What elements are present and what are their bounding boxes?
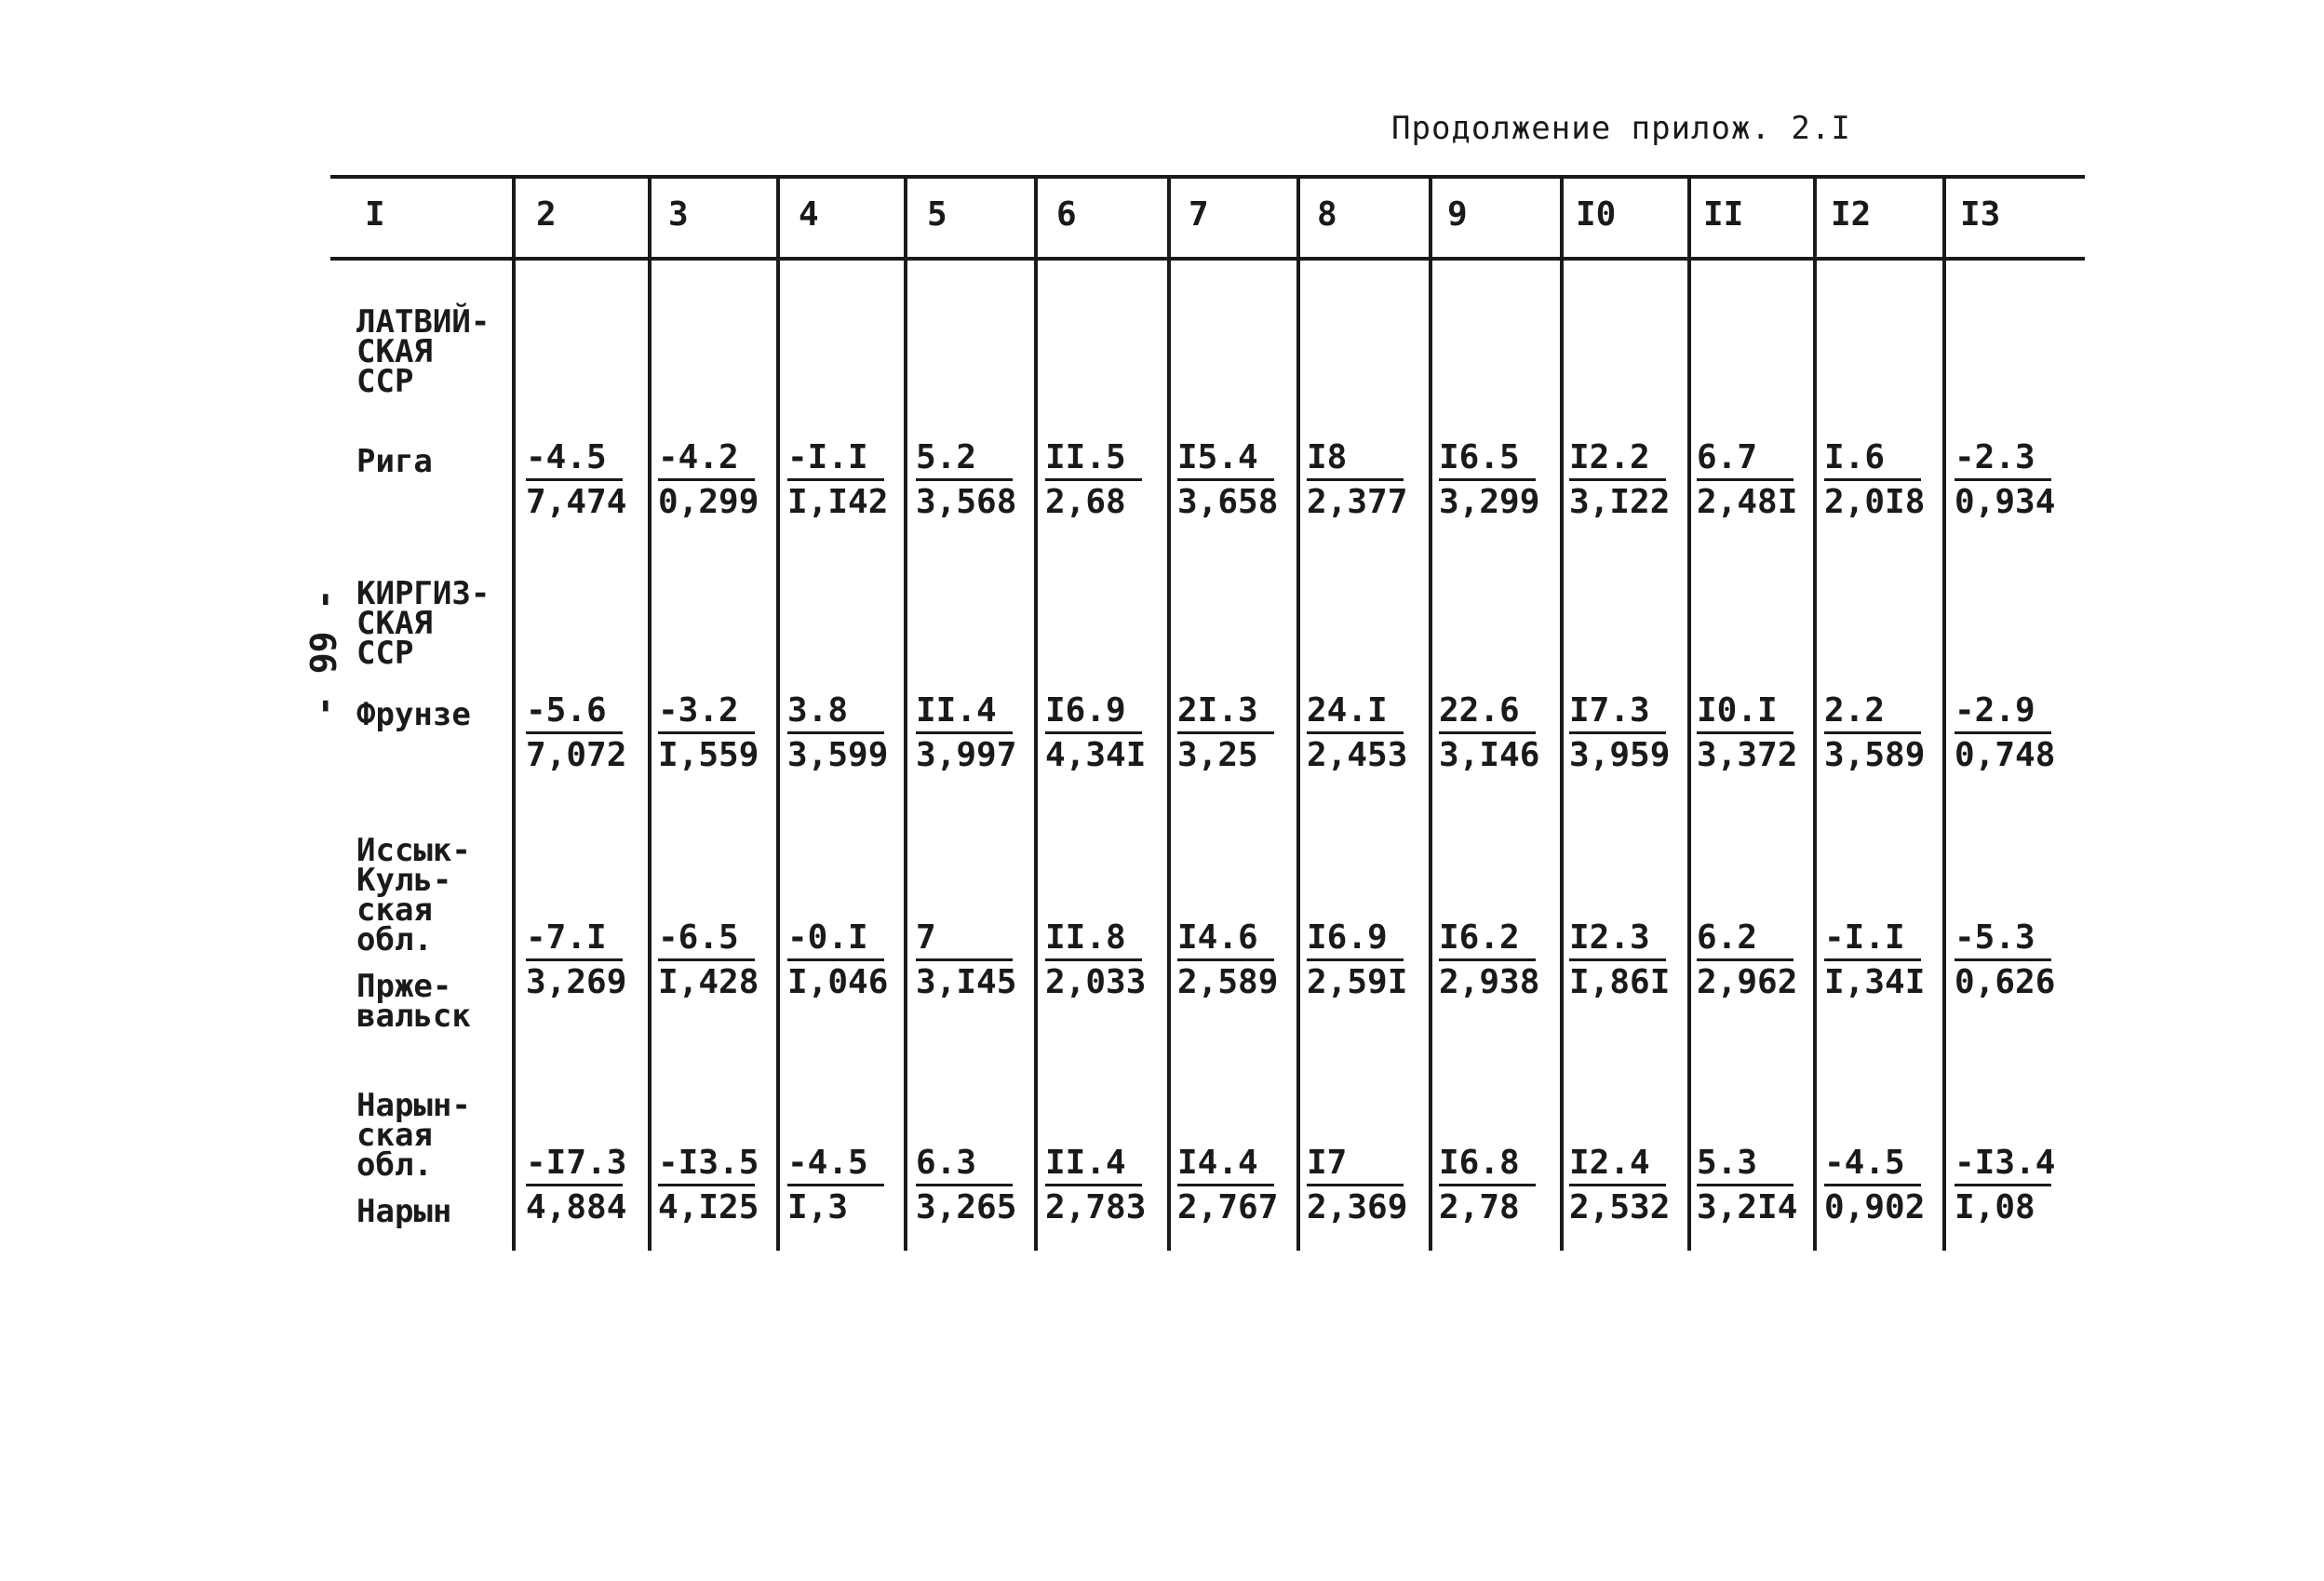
cell-bottom-value: I,08: [1955, 1188, 2035, 1226]
cell-bottom-value: 2,78: [1439, 1188, 1520, 1226]
cell-bottom-value: I,559: [658, 736, 759, 774]
table-cell: [1307, 1143, 1430, 1229]
city-label: Фрунзе: [356, 696, 471, 733]
cell-bottom-value: 0,902: [1824, 1188, 1926, 1226]
table-cell: [1824, 690, 1947, 777]
cell-bottom-value: 2,59I: [1307, 963, 1408, 1001]
cell-bottom-value: I,428: [658, 963, 759, 1001]
cell-bottom-value: 3,I45: [916, 963, 1017, 1001]
table-cell: [787, 690, 910, 777]
cell-top-value: -7.I: [526, 918, 623, 961]
cell-top-value: I6.5: [1439, 437, 1536, 481]
column-header: I3: [1960, 195, 2001, 234]
cell-top-value: -I3.5: [658, 1143, 755, 1186]
column-header: 7: [1189, 195, 1209, 234]
cell-bottom-value: 7,072: [526, 736, 627, 774]
cell-top-value: II.8: [1045, 918, 1142, 961]
cell-top-value: -I7.3: [526, 1143, 623, 1186]
cell-top-value: 22.6: [1439, 690, 1536, 734]
cell-top-value: I2.2: [1569, 437, 1666, 481]
column-header: 5: [927, 195, 947, 234]
cell-bottom-value: 2,532: [1569, 1188, 1671, 1226]
column-header: II: [1703, 195, 1744, 234]
table-cell: [1955, 918, 2077, 1004]
cell-bottom-value: 0,626: [1955, 963, 2056, 1001]
cell-bottom-value: 3,2I4: [1697, 1188, 1798, 1226]
table-cell: [1697, 437, 1820, 524]
cell-top-value: -0.I: [787, 918, 884, 961]
table-cell: [916, 690, 1039, 777]
cell-bottom-value: I,I42: [787, 483, 889, 521]
cell-bottom-value: 3,658: [1177, 483, 1279, 521]
cell-bottom-value: 2,783: [1045, 1188, 1147, 1226]
table-cell: [1955, 1143, 2077, 1229]
table-cell: [1697, 1143, 1820, 1229]
table-cell: [1569, 690, 1692, 777]
cell-bottom-value: 2,589: [1177, 963, 1279, 1001]
cell-top-value: 5.3: [1697, 1143, 1793, 1186]
cell-top-value: -4.5: [1824, 1143, 1921, 1186]
cell-bottom-value: 2,48I: [1697, 483, 1798, 521]
table-cell: [1177, 437, 1300, 524]
table-top-rule: [330, 175, 2085, 179]
cell-top-value: -I3.4: [1955, 1143, 2051, 1186]
cell-top-value: 6.7: [1697, 437, 1793, 481]
cell-bottom-value: 3,568: [916, 483, 1017, 521]
cell-bottom-value: 2,033: [1045, 963, 1147, 1001]
region-label: КИРГИЗ- СКАЯ ССР: [356, 575, 490, 672]
table-cell: [1955, 690, 2077, 777]
table-cell: [526, 437, 649, 524]
cell-bottom-value: 2,767: [1177, 1188, 1279, 1226]
table-cell: [658, 1143, 781, 1229]
cell-bottom-value: 2,377: [1307, 483, 1408, 521]
table-cell: [526, 918, 649, 1004]
cell-top-value: -4.2: [658, 437, 755, 481]
cell-top-value: 3.8: [787, 690, 884, 734]
cell-top-value: I.6: [1824, 437, 1921, 481]
cell-bottom-value: 2,0I8: [1824, 483, 1926, 521]
table-caption: Продолжение прилож. 2.I: [1391, 110, 1851, 147]
table-cell: [787, 437, 910, 524]
table-cell: [1177, 690, 1300, 777]
table-cell: [1439, 437, 1562, 524]
table-cell: [1824, 437, 1947, 524]
table-cell: [1045, 918, 1168, 1004]
city-label: Нарын: [356, 1193, 452, 1230]
column-header: 4: [799, 195, 819, 234]
cell-top-value: I6.9: [1307, 918, 1404, 961]
cell-top-value: -4.5: [787, 1143, 884, 1186]
column-divider: [512, 175, 516, 1251]
cell-top-value: -5.6: [526, 690, 623, 734]
column-header: 8: [1317, 195, 1337, 234]
table-cell: [1955, 437, 2077, 524]
region-label: Нарын- ская обл.: [356, 1087, 471, 1184]
cell-top-value: 6.3: [916, 1143, 1013, 1186]
table-cell: [916, 918, 1039, 1004]
table-cell: [658, 437, 781, 524]
cell-bottom-value: 3,265: [916, 1188, 1017, 1226]
cell-top-value: -I.I: [787, 437, 884, 481]
cell-top-value: 2.2: [1824, 690, 1921, 734]
city-label: Прже- вальск: [356, 968, 471, 1035]
cell-top-value: 6.2: [1697, 918, 1793, 961]
table-cell: [787, 918, 910, 1004]
cell-bottom-value: I,3: [787, 1188, 849, 1226]
cell-top-value: -4.5: [526, 437, 623, 481]
cell-top-value: II.5: [1045, 437, 1142, 481]
cell-top-value: I7.3: [1569, 690, 1666, 734]
table-cell: [1045, 1143, 1168, 1229]
table-cell: [1307, 437, 1430, 524]
column-header: 9: [1447, 195, 1468, 234]
cell-bottom-value: 0,934: [1955, 483, 2056, 521]
column-header: 3: [668, 195, 689, 234]
cell-bottom-value: I,86I: [1569, 963, 1671, 1001]
table-cell: [1439, 1143, 1562, 1229]
table-cell: [1177, 918, 1300, 1004]
cell-bottom-value: 3,599: [787, 736, 889, 774]
table-cell: [1569, 1143, 1692, 1229]
cell-bottom-value: 2,938: [1439, 963, 1540, 1001]
table-cell: [1824, 1143, 1947, 1229]
cell-top-value: I2.4: [1569, 1143, 1666, 1186]
cell-bottom-value: 3,997: [916, 736, 1017, 774]
cell-bottom-value: 2,962: [1697, 963, 1798, 1001]
cell-top-value: I6.2: [1439, 918, 1536, 961]
cell-bottom-value: 3,959: [1569, 736, 1671, 774]
table-cell: [1697, 690, 1820, 777]
region-label: ЛАТВИЙ- СКАЯ ССР: [356, 303, 490, 400]
table-cell: [526, 690, 649, 777]
table-cell: [1439, 918, 1562, 1004]
cell-top-value: 5.2: [916, 437, 1013, 481]
cell-bottom-value: 3,372: [1697, 736, 1798, 774]
table-cell: [1307, 690, 1430, 777]
table-cell: [1697, 918, 1820, 1004]
cell-top-value: -6.5: [658, 918, 755, 961]
cell-bottom-value: 3,25: [1177, 736, 1258, 774]
table-cell: [658, 690, 781, 777]
table-cell: [1177, 1143, 1300, 1229]
cell-bottom-value: 0,299: [658, 483, 759, 521]
table-cell: [1045, 437, 1168, 524]
column-header: I2: [1831, 195, 1872, 234]
cell-top-value: I6.9: [1045, 690, 1142, 734]
cell-top-value: I6.8: [1439, 1143, 1536, 1186]
cell-bottom-value: 2,68: [1045, 483, 1126, 521]
table-cell: [658, 918, 781, 1004]
cell-bottom-value: 3,I22: [1569, 483, 1671, 521]
cell-top-value: -3.2: [658, 690, 755, 734]
cell-bottom-value: 7,474: [526, 483, 627, 521]
table-cell: [1569, 437, 1692, 524]
cell-top-value: 2I.3: [1177, 690, 1274, 734]
header-bottom-rule: [330, 257, 2085, 261]
cell-bottom-value: 3,I46: [1439, 736, 1540, 774]
cell-top-value: -5.3: [1955, 918, 2051, 961]
cell-top-value: I4.4: [1177, 1143, 1274, 1186]
cell-top-value: I7: [1307, 1143, 1404, 1186]
table-cell: [916, 437, 1039, 524]
cell-bottom-value: 3,589: [1824, 736, 1926, 774]
cell-bottom-value: 4,34I: [1045, 736, 1147, 774]
cell-top-value: I8: [1307, 437, 1404, 481]
table-cell: [1824, 918, 1947, 1004]
cell-top-value: -2.3: [1955, 437, 2051, 481]
cell-top-value: -I.I: [1824, 918, 1921, 961]
cell-bottom-value: 3,299: [1439, 483, 1540, 521]
cell-top-value: I5.4: [1177, 437, 1274, 481]
table-cell: [1045, 690, 1168, 777]
cell-bottom-value: I,34I: [1824, 963, 1926, 1001]
table-cell: [1439, 690, 1562, 777]
cell-top-value: I4.6: [1177, 918, 1274, 961]
cell-top-value: 24.I: [1307, 690, 1404, 734]
cell-bottom-value: 4,I25: [658, 1188, 759, 1226]
cell-top-value: 7: [916, 918, 1013, 961]
cell-bottom-value: 4,884: [526, 1188, 627, 1226]
cell-bottom-value: 2,453: [1307, 736, 1408, 774]
column-header: 2: [536, 195, 557, 234]
region-label: Иссык- Куль- ская обл.: [356, 832, 471, 958]
city-label: Рига: [356, 443, 433, 480]
table-cell: [1569, 918, 1692, 1004]
cell-top-value: I0.I: [1697, 690, 1793, 734]
column-header: I: [365, 195, 385, 234]
cell-bottom-value: 3,269: [526, 963, 627, 1001]
cell-bottom-value: 2,369: [1307, 1188, 1408, 1226]
column-header: 6: [1056, 195, 1077, 234]
cell-top-value: -2.9: [1955, 690, 2051, 734]
table-cell: [1307, 918, 1430, 1004]
table-cell: [916, 1143, 1039, 1229]
table-cell: [526, 1143, 649, 1229]
column-header: I0: [1576, 195, 1617, 234]
cell-top-value: II.4: [1045, 1143, 1142, 1186]
cell-top-value: I2.3: [1569, 918, 1666, 961]
table-cell: [787, 1143, 910, 1229]
page-number: - 99 -: [303, 588, 344, 717]
cell-bottom-value: I,046: [787, 963, 889, 1001]
cell-top-value: II.4: [916, 690, 1013, 734]
cell-bottom-value: 0,748: [1955, 736, 2056, 774]
